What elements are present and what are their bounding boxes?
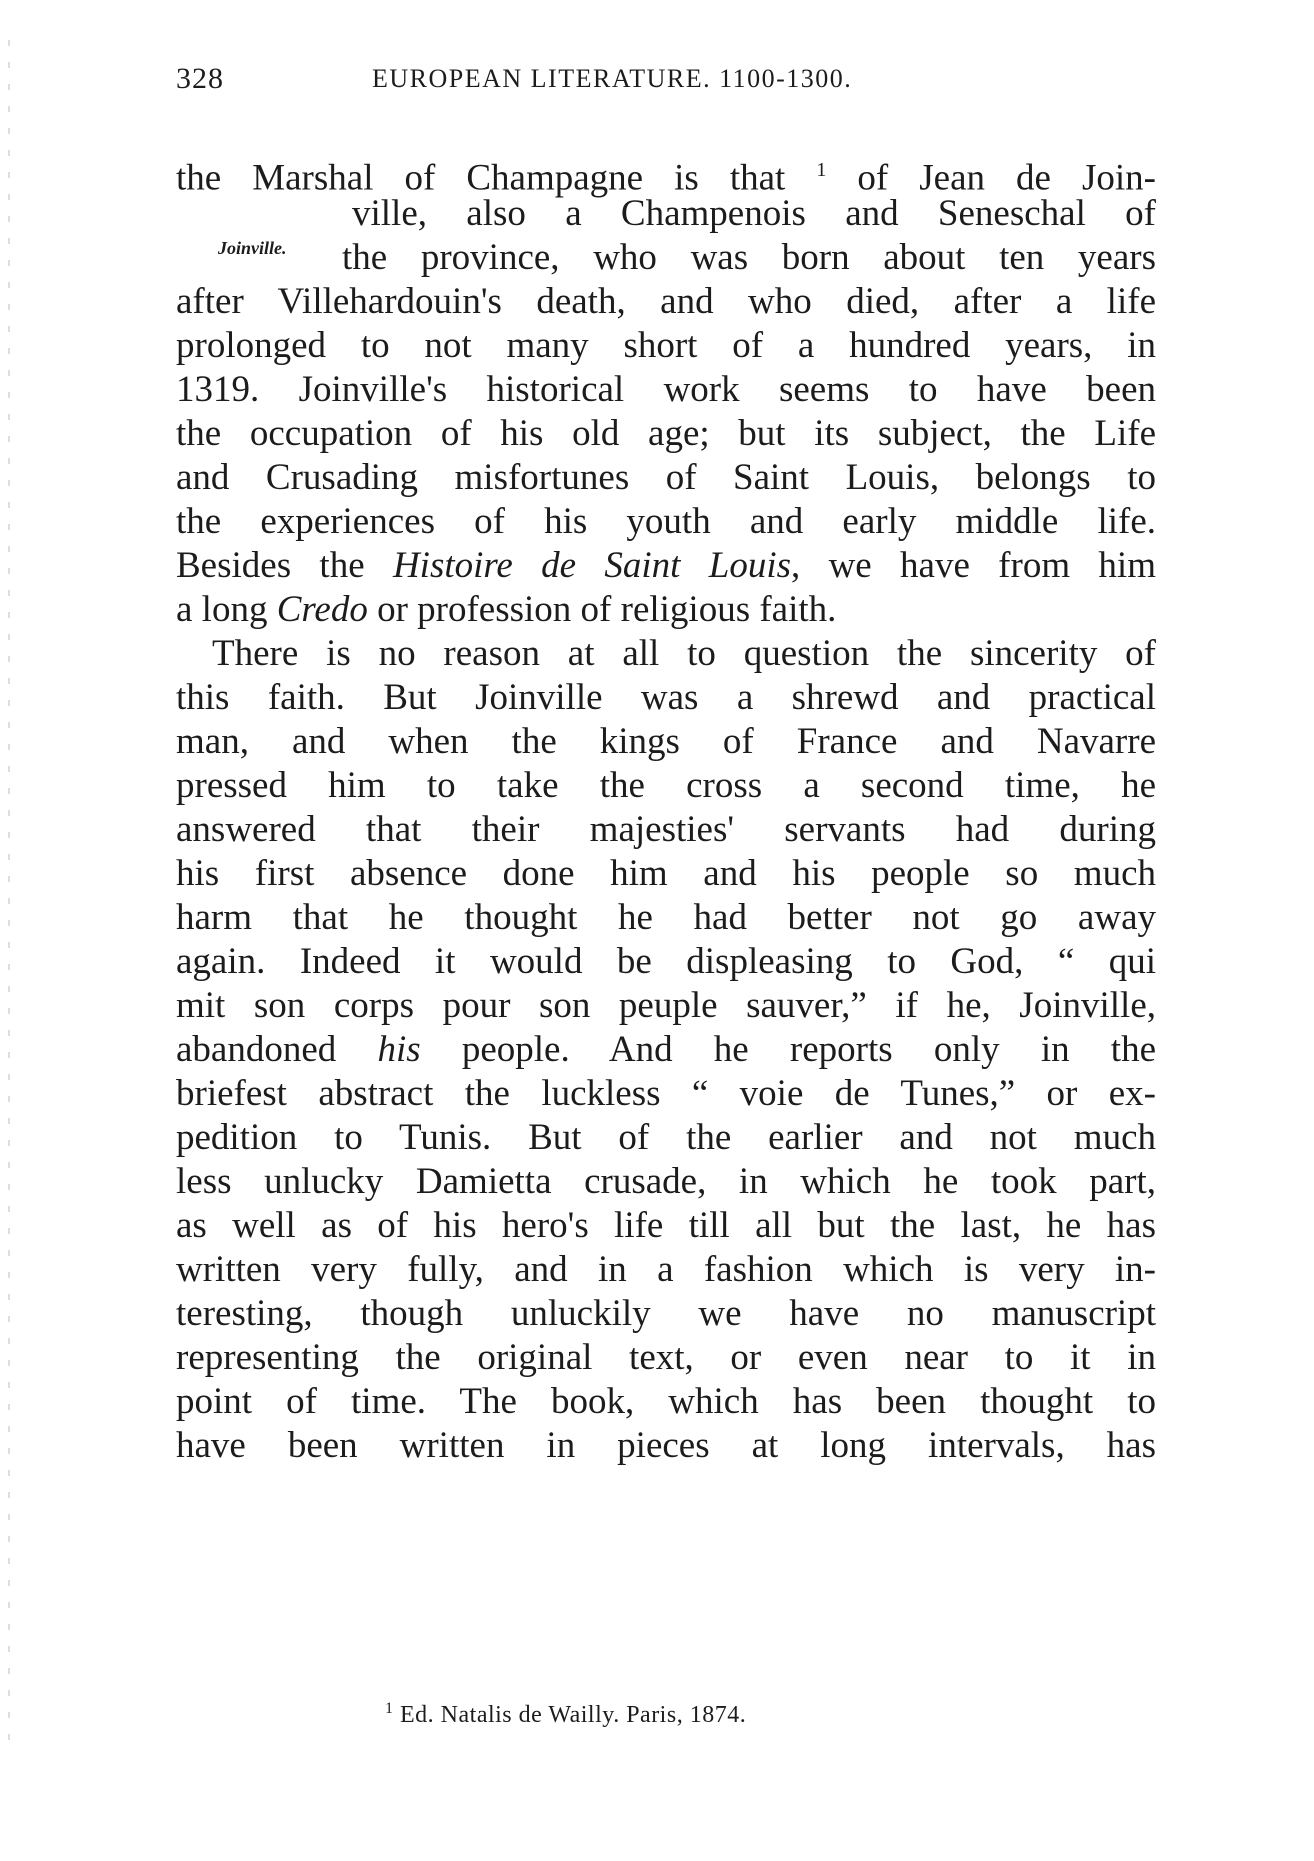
page-header xyxy=(176,62,1156,102)
text-line: point of time. The book, which has been thought to xyxy=(176,1381,1156,1422)
text-line: prolonged to not many short of a hundred years, in xyxy=(176,325,1156,366)
text-line: the province, who was born about ten years xyxy=(342,237,1156,278)
running-title: EUROPEAN LITERATURE. 1100-1300. xyxy=(372,64,853,93)
text-line: and Crusading misfortunes of Saint Louis, belongs to xyxy=(176,457,1156,498)
text-line: ville, also a Champenois and Seneschal of xyxy=(352,193,1156,234)
scan-edge-marks xyxy=(8,40,10,1740)
text-line: 1319. Joinville's historical work seems to have been xyxy=(176,369,1156,410)
margin-note: Joinville. xyxy=(218,238,287,258)
text-line: teresting, though unluckily we have no manuscript xyxy=(176,1293,1156,1334)
text-line: as well as of his hero's life till all but the last, he has xyxy=(176,1205,1156,1246)
footnote-mark: 1 xyxy=(385,1700,394,1717)
text-line: briefest abstract the luckless “ voie de Tunes,” or ex- xyxy=(176,1073,1156,1114)
text-line: abandoned his people. And he reports only in the xyxy=(176,1029,1156,1070)
text-line: less unlucky Damietta crusade, in which he took part, xyxy=(176,1161,1156,1202)
italic-title: Credo xyxy=(276,589,368,630)
italic-word: his xyxy=(377,1029,421,1070)
text-line: his first absence done him and his people so much xyxy=(176,853,1156,894)
text-line: written very fully, and in a fashion which is very in- xyxy=(176,1249,1156,1290)
text-line: after Villehardouin's death, and who died, after a life xyxy=(176,281,1156,322)
text-line: the occupation of his old age; but its subject, the Life xyxy=(176,413,1156,454)
footnote xyxy=(385,1700,746,1729)
text-line: mit son corps pour son peuple sauver,” if he, Joinville, xyxy=(176,985,1156,1026)
text-line: this faith. But Joinville was a shrewd and practical xyxy=(176,677,1156,718)
text-line: representing the original text, or even near to it in xyxy=(176,1337,1156,1378)
text-line: have been written in pieces at long intervals, has xyxy=(176,1425,1156,1466)
text-line: man, and when the kings of France and Navarre xyxy=(176,721,1156,762)
page-number: 328 xyxy=(176,62,224,95)
text-line: Besides the Histoire de Saint Louis, we have from him xyxy=(176,545,1156,586)
text-line: pressed him to take the cross a second time, he xyxy=(176,765,1156,806)
text-line: the Marshal of Champagne is that $^1$ of Jean de Join- xyxy=(176,157,1156,199)
footnote-text: Ed. Natalis de Wailly. Paris, 1874. xyxy=(393,1702,747,1728)
text-line: a long Credo or profession of religious faith. xyxy=(176,589,837,630)
text-line: harm that he thought he had better not go away xyxy=(176,897,1156,938)
text-line: pedition to Tunis. But of the earlier and not much xyxy=(176,1117,1156,1158)
text-line: again. Indeed it would be displeasing to God, “ qui xyxy=(176,941,1156,982)
text-line: the experiences of his youth and early middle life. xyxy=(176,501,1156,542)
text-line: There is no reason at all to question the sincerity of xyxy=(212,633,1156,674)
text-line: answered that their majesties' servants had during xyxy=(176,809,1156,850)
italic-title: Histoire de Saint Louis xyxy=(392,545,792,586)
